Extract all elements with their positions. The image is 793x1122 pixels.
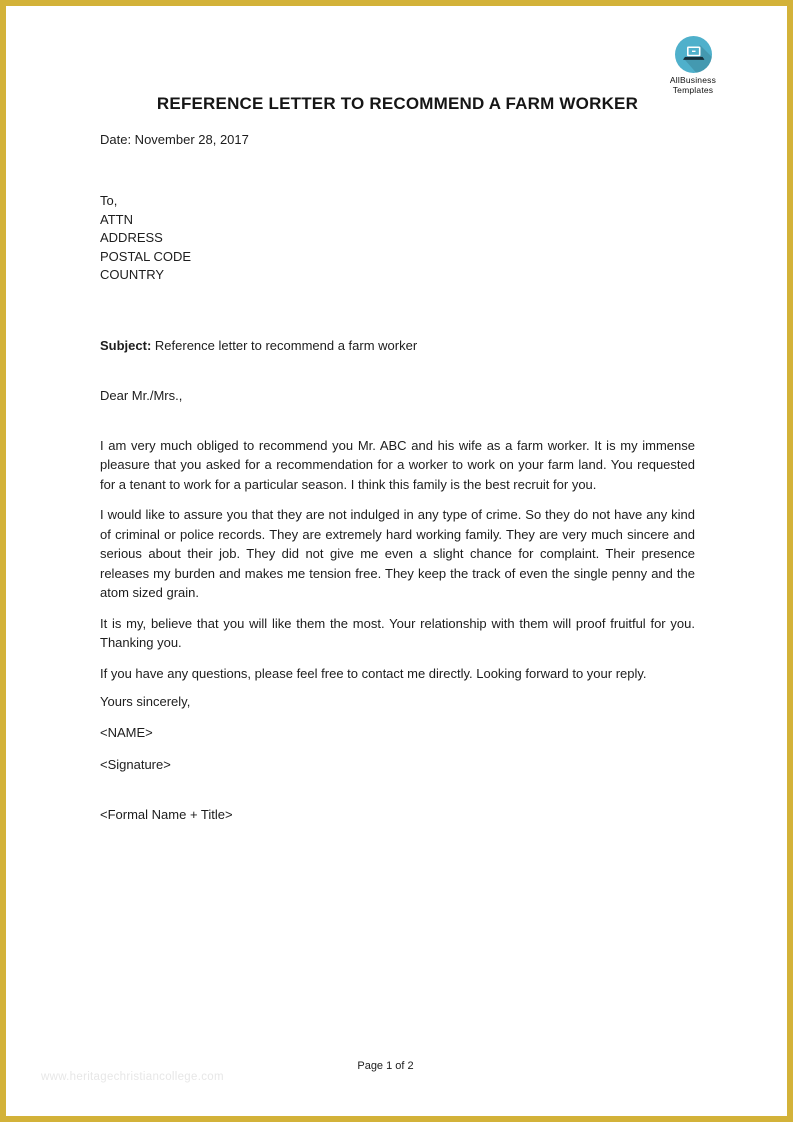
subject-label: Subject: xyxy=(100,337,152,353)
allbusiness-templates-logo xyxy=(643,36,743,95)
recipient-line: ADDRESS xyxy=(100,230,163,245)
body-paragraph: I would like to assure you that they are not indulged in any type of crime. So they do not have any kind of criminal or police records. They are extremely hard working family. They are very much sincere and serious about their job. They did not give me even a slight chance for complaint. Their presence releases my burden and makes me tension free. They keep the track of even the single penny and the atom sized grain. xyxy=(100,507,695,600)
letter-content xyxy=(6,94,787,822)
letter-title: REFERENCE LETTER TO RECOMMEND A FARM WORKER xyxy=(156,94,639,113)
signature-placeholder: <Signature> xyxy=(100,757,171,772)
body-paragraph: If you have any questions, please feel free to contact me directly. Looking forward to your reply. xyxy=(100,665,647,681)
recipient-line: POSTAL CODE xyxy=(100,248,192,264)
signature-name-placeholder: <NAME> xyxy=(100,725,153,740)
body-paragraph: I am very much obliged to recommend you Mr. ABC and his wife as a farm worker. It is my immense pleasure that you asked for a recommendation for a worker to work on your farm land. You requested for a tenant to work for a particular season. I think this family is the best recruit for you. xyxy=(100,437,695,492)
logo-text-line2: Templates xyxy=(672,85,714,95)
page-indicator: Page 1 of 2 xyxy=(357,1060,414,1072)
body-paragraph: It is my, believe that you will like them the most. Your relationship with them will proof fruitful for you. Thanking you. xyxy=(100,615,695,650)
closing-line: Yours sincerely, xyxy=(100,694,191,709)
recipient-line: COUNTRY xyxy=(100,267,165,282)
laptop-icon xyxy=(675,36,712,73)
subject-line xyxy=(100,338,695,353)
date-line: Date: November 28, 2017 xyxy=(100,132,249,147)
recipient-address-block xyxy=(100,192,695,285)
salutation: Dear Mr./Mrs., xyxy=(100,387,183,403)
signature-formal-name-placeholder: <Formal Name + Title> xyxy=(100,807,233,822)
recipient-line: To, xyxy=(100,193,118,208)
watermark: www.heritagechristiancollege.com xyxy=(41,1071,224,1083)
logo-text-line1: AllBusiness xyxy=(669,75,717,85)
subject-text: Reference letter to recommend a farm worker xyxy=(151,337,418,353)
recipient-line: ATTN xyxy=(100,211,133,227)
